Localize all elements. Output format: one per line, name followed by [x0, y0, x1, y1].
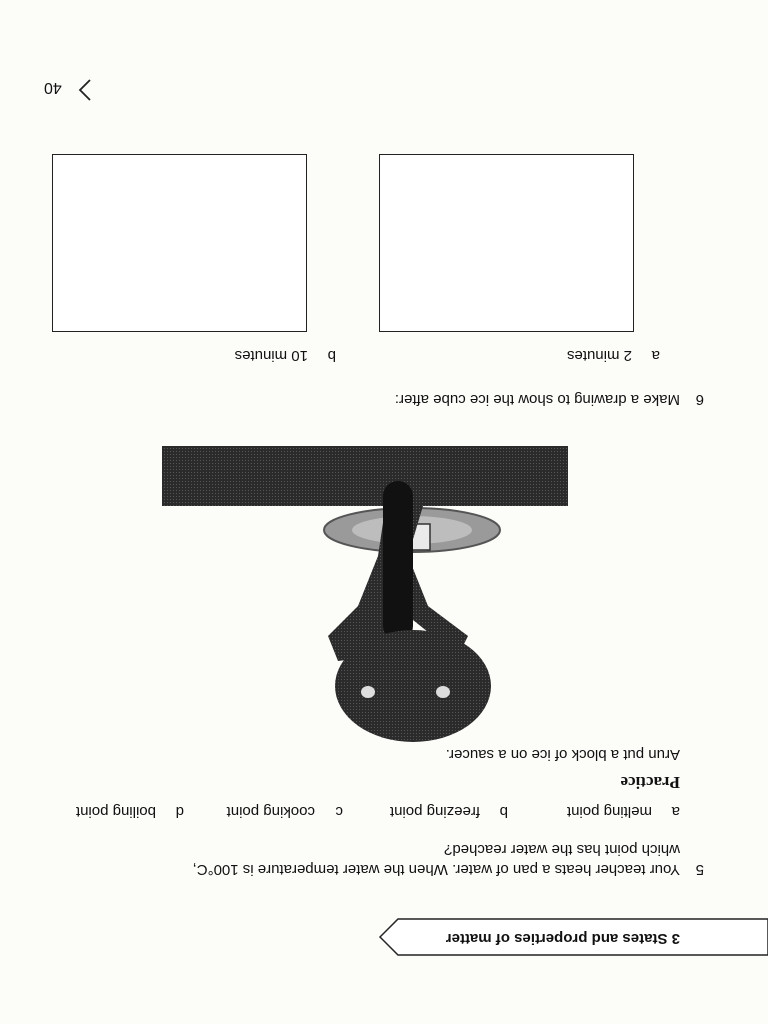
question-5 [100, 839, 704, 879]
question-text: Make a drawing to show the ice cube after: [394, 391, 680, 408]
option-c[interactable] [227, 803, 343, 820]
option-text: cooking point [226, 803, 315, 820]
option-letter: d [175, 803, 184, 820]
page-number: 40 [44, 79, 62, 96]
question-number: 5 [695, 861, 704, 878]
boy-eye-right [361, 686, 375, 698]
option-text: melting point [566, 803, 652, 820]
part-letter: b [327, 347, 336, 364]
question-6 [394, 391, 704, 408]
option-text: freezing point [389, 803, 480, 820]
part-text: 10 minutes [234, 347, 308, 364]
drawing-box-b[interactable] [52, 154, 307, 332]
option-letter: b [499, 803, 508, 820]
option-a[interactable] [567, 803, 680, 820]
part-b [235, 347, 336, 364]
drawing-box-a[interactable] [379, 154, 634, 332]
part-letter: a [651, 347, 660, 364]
option-letter: c [335, 803, 343, 820]
chapter-tab [378, 918, 768, 956]
option-b[interactable] [390, 803, 508, 820]
option-d[interactable] [76, 803, 184, 820]
chevron-right-icon [78, 72, 92, 102]
practice-heading: Practice [620, 773, 680, 792]
option-letter: a [671, 803, 680, 820]
table [162, 446, 568, 506]
part-text: 2 minutes [566, 347, 632, 364]
boy-head [335, 630, 491, 742]
question-text-line2: which point has the water reached? [444, 841, 680, 858]
question-text-line1: Your teacher heats a pan of water. When the water temperature is 100°C, [192, 861, 680, 878]
boy-with-ice-illustration [158, 416, 568, 756]
part-a [567, 347, 660, 364]
chapter-title: 3 States and properties of matter [445, 930, 680, 947]
option-text: boiling point [75, 803, 156, 820]
boy-eye-left [436, 686, 450, 698]
practice-intro: Arun put a block of ice on a saucer. [445, 746, 680, 763]
question-number: 6 [695, 391, 704, 408]
